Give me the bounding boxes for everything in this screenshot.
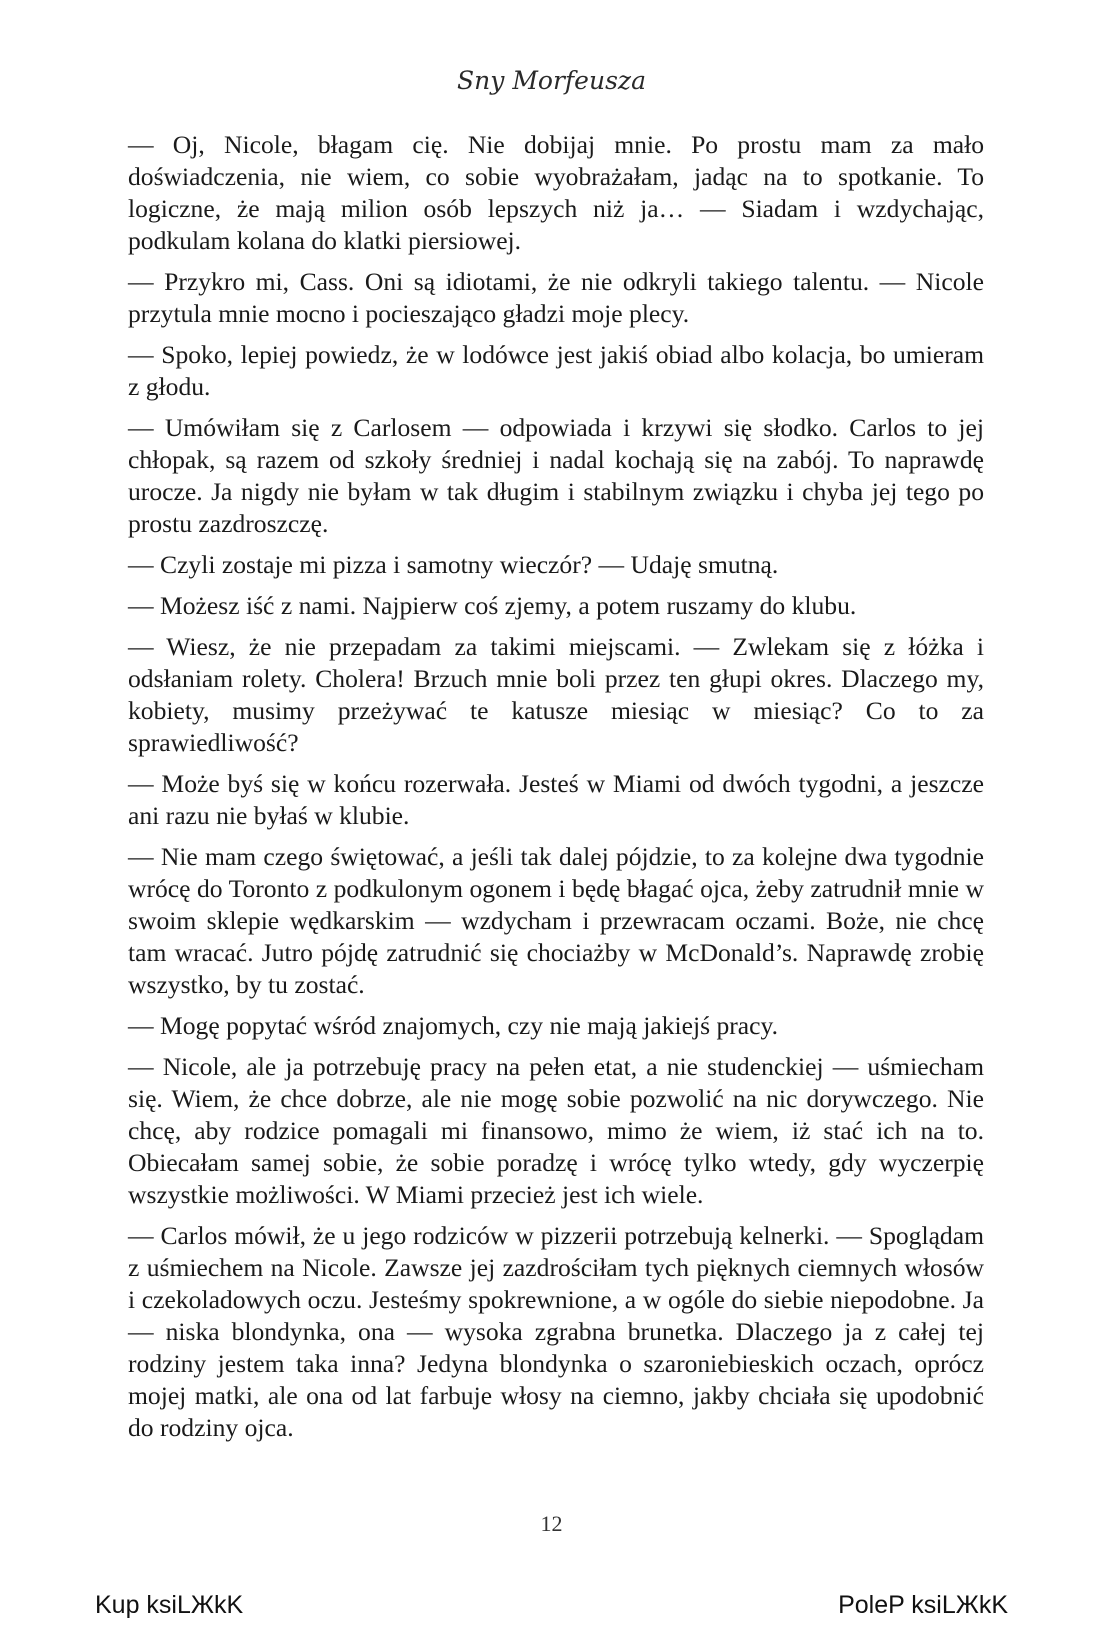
- paragraph: — Przykro mi, Cass. Oni są idiotami, że nie odkryli takiego talentu. — Nicole przytula mnie mocno i pocieszająco gładzi moje plecy.: [128, 267, 984, 328]
- paragraph: — Może byś się w końcu rozerwała. Jesteś w Miami od dwóch tygodni, a jeszcze ani razu nie byłaś w klubie.: [128, 769, 984, 830]
- page-number: 12: [540, 1511, 563, 1536]
- paragraph: — Spoko, lepiej powiedz, że w lodówce jest jakiś obiad albo kolacja, bo umieram z głodu.: [128, 340, 984, 401]
- running-title: Sny Morfeusza: [457, 66, 646, 95]
- paragraph: — Czyli zostaje mi pizza i samotny wieczór? — Udaję smutną.: [128, 550, 779, 579]
- body-text: [128, 129, 984, 1453]
- paragraph: — Mogę popytać wśród znajomych, czy nie mają jakiejś pracy.: [128, 1011, 779, 1040]
- paragraph: — Możesz iść z nami. Najpierw coś zjemy, a potem ruszamy do klubu.: [128, 591, 857, 620]
- paragraph: — Umówiłam się z Carlosem — odpowiada i krzywi się słodko. Carlos to jej chłopak, są razem od szkoły średniej i nadal kochają się na zabój. To naprawdę urocze. Ja nigdy nie byłam w tak długim i stabilnym związku i chyba jej tego po prostu zazdroszczę.: [128, 413, 984, 538]
- buy-book-link[interactable]: Kup ksiLЖkK: [95, 1591, 244, 1619]
- paragraph: — Nicole, ale ja potrzebuję pracy na pełen etat, a nie studenckiej — uśmiecham się. Wiem, że chce dobrze, ale nie mogę sobie pozwolić na nic dorywczego. Nie chcę, aby rodzice pomagali mi finansowo, mimo że wiem, iż stać ich na to. Obiecałam samej sobie, że sobie poradzę i wrócę tylko wtedy, gdy wyczerpię wszystkie możliwości. W Miami przecież jest ich wiele.: [128, 1052, 984, 1209]
- paragraph: — Wiesz, że nie przepadam za takimi miejscami. — Zwlekam się z łóżka i odsłaniam rolety. Cholera! Brzuch mnie boli przez ten głupi okres. Dlaczego my, kobiety, musimy przeżywać te katusze miesiąc w miesiąc? Co to za sprawiedliwość?: [128, 632, 984, 757]
- paragraph: — Carlos mówił, że u jego rodziców w pizzerii potrzebują kelnerki. — Spoglądam z uśmiechem na Nicole. Zawsze jej zazdrościłam tych pięknych ciemnych włosów i czekoladowych oczu. Jesteśmy spokrewnione, a w ogóle do siebie niepodobne. Ja — niska blondynka, ona — wysoka zgrabna brunetka. Dlaczego ja z całej tej rodziny jestem taka inna? Jedyna blondynka o szaroniebieskich oczach, oprócz mojej matki, ale ona od lat farbuje włosy na ciemno, jakby chciała się upodobnić do rodziny ojca.: [128, 1221, 984, 1442]
- paragraph: — Nie mam czego świętować, a jeśli tak dalej pójdzie, to za kolejne dwa tygodnie wrócę do Toronto z podkulonym ogonem i będę błagać ojca, żeby zatrudnił mnie w swoim sklepie wędkarskim — wzdycham i przewracam oczami. Boże, nie chcę tam wracać. Jutro pójdę zatrudnić się chociażby w McDonald’s. Naprawdę zrobię wszystko, by tu zostać.: [128, 842, 984, 999]
- recommend-book-link[interactable]: PoleP ksiLЖkK: [838, 1591, 1008, 1619]
- paragraph: — Oj, Nicole, błagam cię. Nie dobijaj mnie. Po prostu mam za mało doświadczenia, nie wiem, co sobie wyobrażałam, jadąc na to spotkanie. To logiczne, że mają milion osób lepszych niż ja… — Siadam i wzdychając, podkulam kolana do klatki piersiowej.: [128, 130, 984, 255]
